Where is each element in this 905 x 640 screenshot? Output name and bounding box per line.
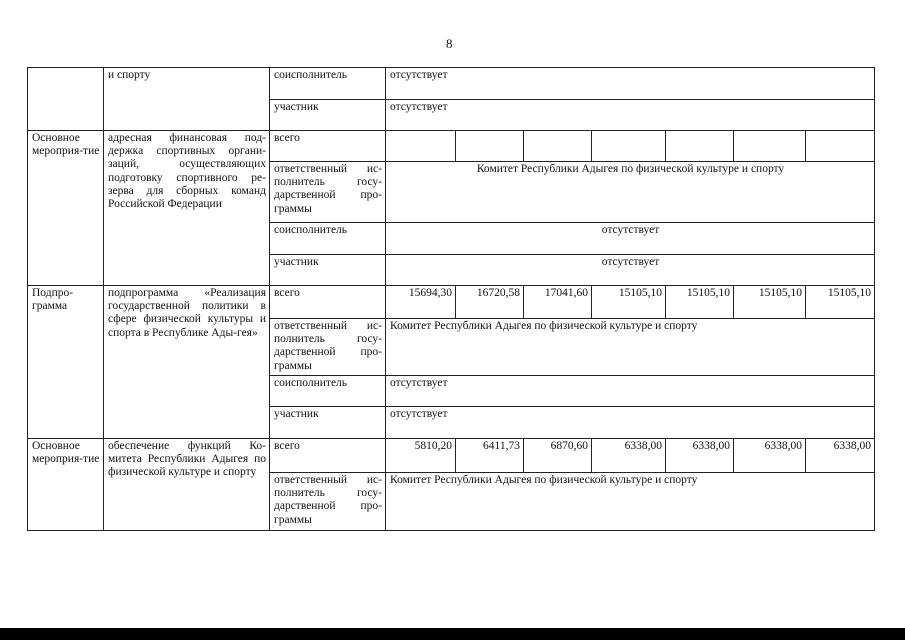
table-row [28,68,875,100]
amount-cell [524,131,592,162]
role-value: Комитет Республики Адыгея по физической культуре и спорту [386,473,875,531]
role-value: отсутствует [386,223,875,255]
table-row [28,131,875,162]
amount-cell [806,131,875,162]
role-cell: всего [270,439,386,473]
role-cell: всего [270,286,386,319]
role-cell: ответственный ис-полнитель госу-дарственной про-граммы [270,473,386,531]
amount-cell: 6338,00 [806,439,875,473]
role-value: отсутствует [386,376,875,407]
amount-cell: 15105,10 [666,286,734,319]
name-cell: обеспечение функций Ко-митета Республики Адыгея по физической культуре и спорту [104,439,270,531]
amount-cell: 6338,00 [734,439,806,473]
role-cell: ответственный ис-полнитель госу-дарственной про-граммы [270,319,386,376]
amount-cell: 17041,60 [524,286,592,319]
table-row [28,439,875,473]
role-cell: участник [270,407,386,439]
amount-cell [666,131,734,162]
amount-cell [592,131,666,162]
amount-cell [386,131,456,162]
role-value: отсутствует [386,68,875,100]
role-value: Комитет Республики Адыгея по физической культуре и спорту [386,319,875,376]
amount-cell: 5810,20 [386,439,456,473]
role-value: отсутствует [386,407,875,439]
amount-cell: 6411,73 [456,439,524,473]
scan-border [0,628,905,640]
amount-cell [456,131,524,162]
name-cell: подпрограмма «Реализация государственной политики в сфере физической культуры и спорта в Республике Ады-гея» [104,286,270,439]
role-cell: ответственный ис-полнитель госу-дарственной про-граммы [270,162,386,223]
type-cell: Подпро-грамма [28,286,104,439]
page-number: 8 [446,36,453,51]
role-cell: соисполнитель [270,223,386,255]
amount-cell [734,131,806,162]
amount-cell: 16720,58 [456,286,524,319]
type-cell [28,68,104,131]
role-cell: участник [270,100,386,131]
program-table [27,67,875,531]
amount-cell: 6338,00 [666,439,734,473]
amount-cell: 15105,10 [734,286,806,319]
role-value: отсутствует [386,100,875,131]
type-cell: Основное мероприя-тие [28,439,104,531]
role-value: Комитет Республики Адыгея по физической культуре и спорту [386,162,875,223]
name-cell: и спорту [104,68,270,131]
role-cell: участник [270,255,386,286]
role-value: отсутствует [386,255,875,286]
amount-cell: 6338,00 [592,439,666,473]
role-cell: соисполнитель [270,376,386,407]
type-cell: Основное мероприя-тие [28,131,104,286]
amount-cell: 15105,10 [806,286,875,319]
amount-cell: 15694,30 [386,286,456,319]
name-cell: адресная финансовая под-держка спортивных органи-заций, осуществляющих подготовку спортивного ре-зерва для сборных команд Российской Федерации [104,131,270,286]
role-cell: всего [270,131,386,162]
amount-cell: 6870,60 [524,439,592,473]
amount-cell: 15105,10 [592,286,666,319]
role-cell: соисполнитель [270,68,386,100]
table-row [28,286,875,319]
